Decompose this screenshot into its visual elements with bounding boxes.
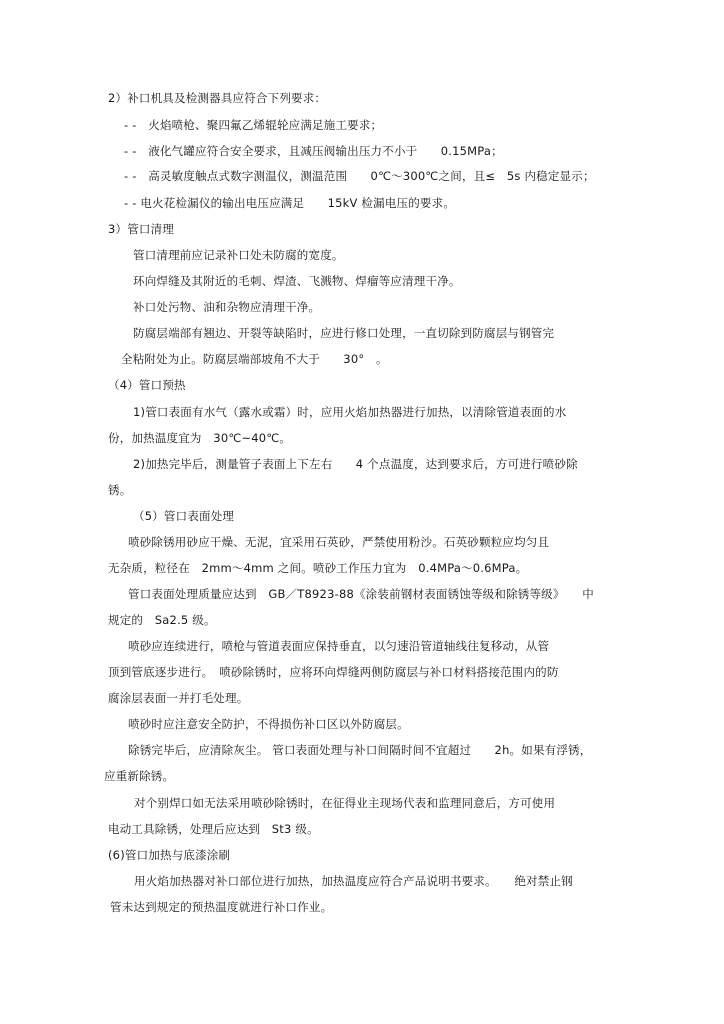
paragraph-line: 电动工具除锈，处理后应达到 St3 级。 <box>108 822 319 836</box>
paragraph-line: 份，加热温度宜为 30℃~40℃。 <box>108 431 292 445</box>
paragraph-line: 喷砂应连续进行，喷枪与管道表面应保持垂直，以匀速沿管道轴线往复移动，从管 <box>128 639 550 653</box>
paragraph-line: 环向焊缝及其附近的毛刺、焊渣、飞溅物、焊瘤等应清理干净。 <box>133 274 461 288</box>
list-item: - - 火焰喷枪、聚四氟乙烯辊轮应满足施工要求； <box>124 118 383 132</box>
paragraph-line: 锈。 <box>108 483 132 497</box>
list-item: - - 高灵敏度触点式数字测温仪，测温范围 0℃～300℃之间，且≤ 5s 内稳定显示； <box>124 169 595 183</box>
paragraph-line: 2)加热完毕后，测量管子表面上下左右 4 个点温度，达到要求后，方可进行喷砂除 <box>133 457 578 471</box>
paragraph-line: 顶到管底逐步进行。 喷砂除锈时，应将环向焊缝两侧防腐层与补口材料搭接范围内的防 <box>108 665 559 679</box>
paragraph-line: 管未达到规定的预热温度就进行补口作业。 <box>110 900 333 914</box>
section-heading-4: （4）管口预热 <box>108 378 186 392</box>
paragraph-line: 喷砂除锈用砂应干燥、无泥，宜采用石英砂，严禁使用粉沙。石英砂颗粒应均匀且 <box>128 535 550 549</box>
paragraph-line: 管口表面处理质量应达到 GB／T8923-88《涂装前钢材表面锈蚀等级和除锈等级》 中 <box>128 587 594 601</box>
list-item: - - 液化气罐应符合安全要求，且减压阀输出压力不小于 0.15MPa； <box>124 144 503 158</box>
section-heading-6: (6)管口加热与底漆涂刷 <box>108 848 231 862</box>
section-heading-2: 2）补口机具及检测器具应符合下列要求： <box>108 91 327 105</box>
paragraph-line: 规定的 Sa2.5 级。 <box>108 613 216 627</box>
paragraph-line: 喷砂时应注意安全防护，不得损伤补口区以外防腐层。 <box>128 717 409 731</box>
paragraph-line: 补口处污物、油和杂物应清理干净。 <box>133 300 321 314</box>
paragraph-line: 无杂质，粒径在 2mm～4mm 之间。喷砂工作压力宜为 0.4MPa～0.6MPa。 <box>108 561 528 575</box>
paragraph-line: 全粘附处为止。防腐层端部坡角不大于 30° 。 <box>121 352 388 366</box>
paragraph-line: 防腐层端部有翘边、开裂等缺陷时，应进行修口处理，一直切除到防腐层与钢管完 <box>133 326 555 340</box>
paragraph-line: 除锈完毕后，应清除灰尘。 管口表面处理与补口间隔时间不宜超过 2h。如果有浮锈， <box>128 743 592 757</box>
list-item: - - 电火花检漏仪的输出电压应满足 15kV 检漏电压的要求。 <box>124 196 456 210</box>
paragraph-line: 应重新除锈。 <box>104 769 175 783</box>
paragraph-line: 对个别焊口如无法采用喷砂除锈时，在征得业主现场代表和监理同意后，方可使用 <box>134 796 556 810</box>
paragraph-line: 用火焰加热器对补口部位进行加热，加热温度应符合产品说明书要求。 绝对禁止钢 <box>134 874 573 888</box>
section-heading-5: （5）管口表面处理 <box>133 509 235 523</box>
section-heading-3: 3）管口清理 <box>108 222 175 236</box>
paragraph-line: 腐涂层表面一并打毛处理。 <box>108 691 249 705</box>
paragraph-line: 1)管口表面有水气（露水或霜）时，应用火焰加热器进行加热，以清除管道表面的水 <box>133 405 567 419</box>
paragraph-line: 管口清理前应记录补口处未防腐的宽度。 <box>133 248 344 262</box>
